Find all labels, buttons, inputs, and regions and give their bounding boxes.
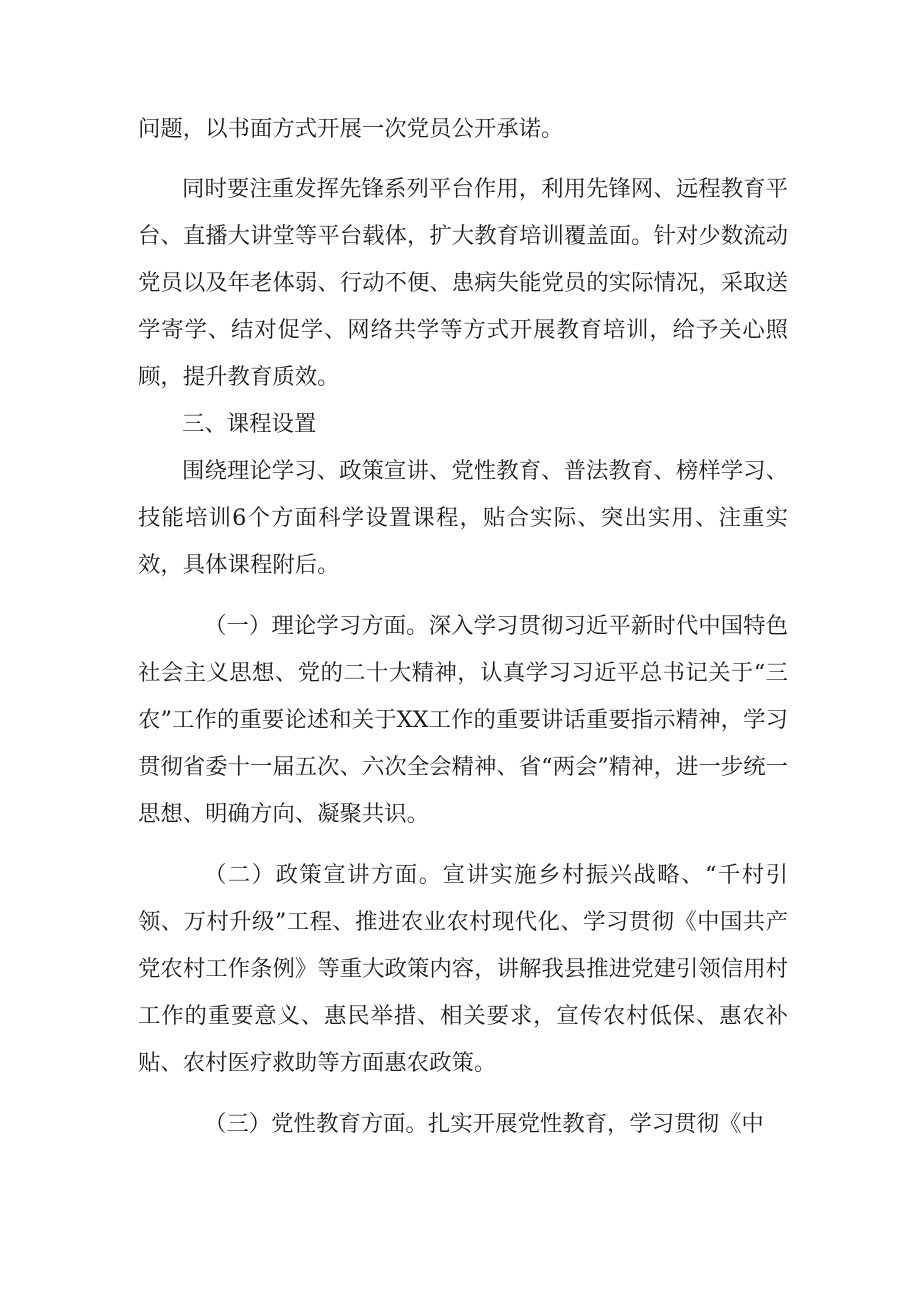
paragraph-policy-promotion: （二）政策宣讲方面。宣讲实施乡村振兴战略、“千村引领、万村升级”工程、推进农业农村现代化、学习贯彻《中国共产党农村工作条例》等重大政策内容，讲解我县推进党建引领信用村工作的重要意义、惠民举措、相关要求，宣传农村低保、惠农补贴、农村医疗救助等方面惠农政策。 xyxy=(138,862,788,1076)
section-heading-courses: 三、课程设置 xyxy=(182,411,317,437)
document-body xyxy=(138,106,788,1148)
paragraph-party-spirit: （三）党性教育方面。扎实开展党性教育，学习贯彻《中 xyxy=(204,1111,764,1137)
paragraph-commitment-end: 问题，以书面方式开展一次党员公开承诺。 xyxy=(138,116,564,142)
paragraph-platforms: 同时要注重发挥先锋系列平台作用，利用先锋网、远程教育平台、直播大讲堂等平台载体，扩大教育培训覆盖面。针对少数流动党员以及年老体弱、行动不便、患病失能党员的实际情况，采取送学寄学、结对促学、网络共学等方式开展教育培训，给予关心照顾，提升教育质效。 xyxy=(138,176,788,390)
paragraph-course-overview: 围绕理论学习、政策宣讲、党性教育、普法教育、榜样学习、技能培训6个方面科学设置课程，贴合实际、突出实用、注重实效，具体课程附后。 xyxy=(138,458,788,578)
paragraph-theory-study: （一）理论学习方面。深入学习贯彻习近平新时代中国特色社会主义思想、党的二十大精神，认真学习习近平总书记关于“三农”工作的重要论述和关于XX工作的重要讲话重要指示精神，学习贯彻省委十一届五次、六次全会精神、省“两会”精神，进一步统一思想、明确方向、凝聚共识。 xyxy=(138,613,788,827)
